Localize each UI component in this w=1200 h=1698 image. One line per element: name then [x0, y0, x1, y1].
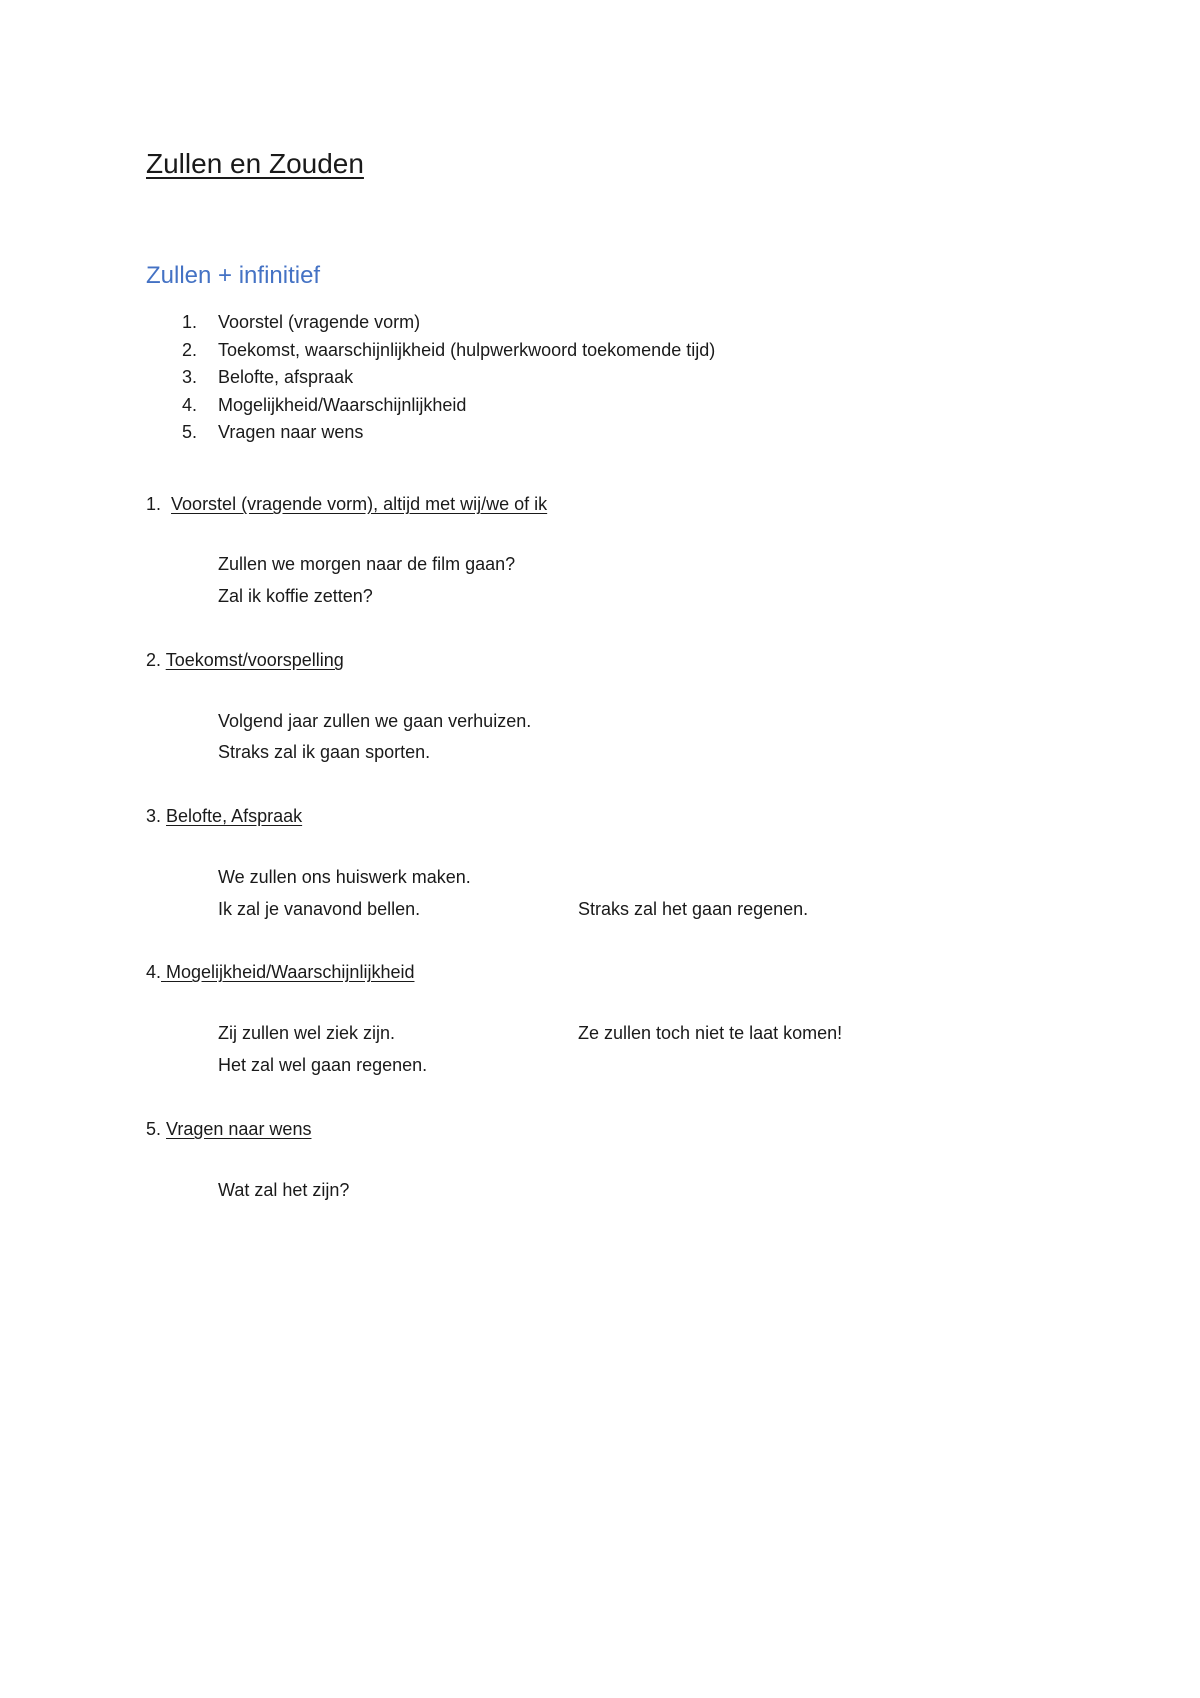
list-text: Voorstel (vragende vorm): [218, 312, 421, 332]
example-sentence: Ik zal je vanavond bellen.: [218, 899, 421, 919]
section-title-wens: [146, 1119, 311, 1140]
section-title-text: Toekomst/voorspelling: [165, 650, 344, 670]
example-sentence: Zullen we morgen naar de film gaan?: [218, 554, 516, 574]
document-title: Zullen en Zouden: [146, 148, 364, 179]
list-item: [146, 367, 715, 395]
list-number: 5.: [182, 422, 198, 442]
section-number: 5.: [146, 1119, 162, 1139]
list-text: Toekomst, waarschijnlijkheid (hulpwerkwoord toekomende tijd): [218, 339, 716, 360]
example-sentence: Ze zullen toch niet te laat komen!: [578, 1023, 843, 1043]
example-sentence: We zullen ons huiswerk maken.: [218, 867, 471, 887]
section-title-voorstel: [146, 494, 547, 515]
list-item: [146, 422, 715, 450]
example-sentence: Straks zal het gaan regenen.: [578, 899, 809, 919]
section-title-toekomst: [146, 650, 344, 671]
example-sentence: Straks zal ik gaan sporten.: [218, 742, 431, 762]
example-sentence: Het zal wel gaan regenen.: [218, 1055, 428, 1075]
example-sentence: Wat zal het zijn?: [218, 1180, 350, 1200]
section-title-mogelijkheid: [146, 962, 414, 983]
overview-list: [146, 312, 715, 450]
example-sentence: Volgend jaar zullen we gaan verhuizen.: [218, 711, 532, 731]
section-title-belofte: [146, 806, 302, 827]
section-title-text: Voorstel (vragende vorm), altijd met wij/we of ik: [171, 494, 548, 514]
example-sentence: Zal ik koffie zetten?: [218, 586, 373, 606]
section-title-text: Vragen naar wens: [166, 1119, 312, 1139]
list-number: 2.: [182, 339, 198, 360]
list-item: [146, 312, 715, 340]
list-item: [146, 340, 715, 368]
list-number: 4.: [182, 394, 198, 415]
list-number: 1.: [182, 312, 198, 332]
section-title-label: Mogelijkheid/Waarschijnlijkheid: [166, 962, 415, 982]
list-text: Mogelijkheid/Waarschijnlijkheid: [218, 394, 467, 415]
section-title-text: [161, 962, 414, 982]
list-number: 3.: [182, 367, 198, 387]
section-number: 1.: [146, 494, 162, 514]
list-text: Belofte, afspraak: [218, 367, 354, 387]
section-title-text: Belofte, Afspraak: [166, 806, 303, 826]
example-sentence: Zij zullen wel ziek zijn.: [218, 1023, 396, 1043]
section-number: 3.: [146, 806, 162, 826]
list-item: [146, 395, 715, 423]
section-number: 2.: [146, 650, 162, 670]
section-heading: Zullen + infinitief: [146, 262, 321, 289]
section-number: 4.: [146, 962, 162, 982]
list-text: Vragen naar wens: [218, 422, 364, 442]
